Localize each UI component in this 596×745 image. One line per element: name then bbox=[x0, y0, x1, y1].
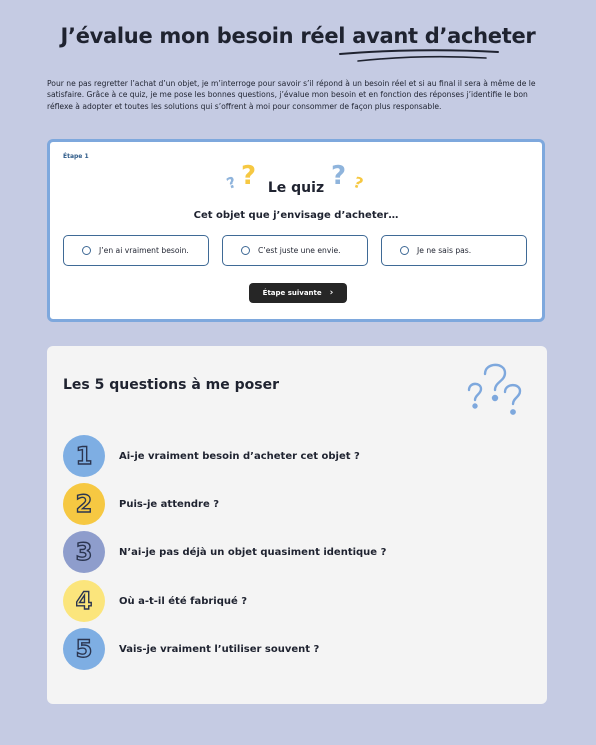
number-badge bbox=[63, 531, 105, 573]
option-label: C’est juste une envie. bbox=[258, 246, 341, 255]
next-step-button[interactable] bbox=[249, 283, 347, 303]
question-item bbox=[63, 435, 523, 477]
question-number: 1 bbox=[75, 442, 93, 470]
radio-button[interactable] bbox=[82, 246, 91, 255]
question-text: Puis-je attendre ? bbox=[119, 498, 220, 510]
question-text: N’ai-je pas déjà un objet quasiment identique ? bbox=[119, 546, 387, 558]
radio-button[interactable] bbox=[400, 246, 409, 255]
step-label: Étape 1 bbox=[63, 153, 89, 160]
question-item bbox=[63, 580, 523, 622]
question-text: Où a-t-il été fabriqué ? bbox=[119, 595, 248, 607]
question-item bbox=[63, 531, 523, 573]
questions-card bbox=[47, 346, 547, 704]
page-title: J’évalue mon besoin réel avant d’acheter bbox=[60, 24, 536, 48]
question-number: 2 bbox=[75, 490, 93, 518]
question-mark-icon: ? bbox=[241, 161, 257, 191]
quiz-card bbox=[47, 139, 545, 322]
question-marks-icon bbox=[463, 360, 531, 418]
intro-text: Pour ne pas regretter l’achat d’un objet, je m’interroge pour savoir s’il répond à un besoin réel et si au final il sera à même de le satisfaire. Grâce à ce quiz, je me pose les bonnes questions, j’évalue mon besoin et en fonction des réponses j’identifie le bon réflexe à adopter et toutes les solutions qui s’offrent à moi pour consommer de façon plus responsable. bbox=[47, 79, 536, 111]
option-want[interactable] bbox=[222, 235, 368, 266]
number-badge bbox=[63, 580, 105, 622]
option-need[interactable] bbox=[63, 235, 209, 266]
option-label: Je ne sais pas. bbox=[417, 246, 472, 255]
question-number: 3 bbox=[75, 538, 93, 566]
number-badge bbox=[63, 628, 105, 670]
quiz-question: Cet objet que j’envisage d’acheter… bbox=[193, 210, 399, 221]
question-mark-icon: ? bbox=[351, 173, 366, 193]
question-number: 4 bbox=[75, 587, 93, 615]
title-underline-decoration bbox=[336, 46, 502, 64]
question-mark-icon: ? bbox=[224, 173, 239, 193]
option-unsure[interactable] bbox=[381, 235, 527, 266]
question-number: 5 bbox=[75, 635, 93, 663]
number-badge bbox=[63, 435, 105, 477]
questions-heading: Les 5 questions à me poser bbox=[63, 377, 279, 393]
question-text: Ai-je vraiment besoin d’acheter cet objet ? bbox=[119, 450, 360, 462]
number-badge bbox=[63, 483, 105, 525]
radio-button[interactable] bbox=[241, 246, 250, 255]
question-item bbox=[63, 628, 523, 670]
question-mark-icon: ? bbox=[331, 161, 347, 191]
question-text: Vais-je vraiment l’utiliser souvent ? bbox=[119, 643, 320, 655]
chevron-right-icon: › bbox=[329, 288, 334, 298]
question-item bbox=[63, 483, 523, 525]
next-step-label: Étape suivante bbox=[262, 289, 322, 297]
option-label: J’en ai vraiment besoin. bbox=[99, 246, 189, 255]
quiz-title: Le quiz bbox=[267, 180, 325, 196]
